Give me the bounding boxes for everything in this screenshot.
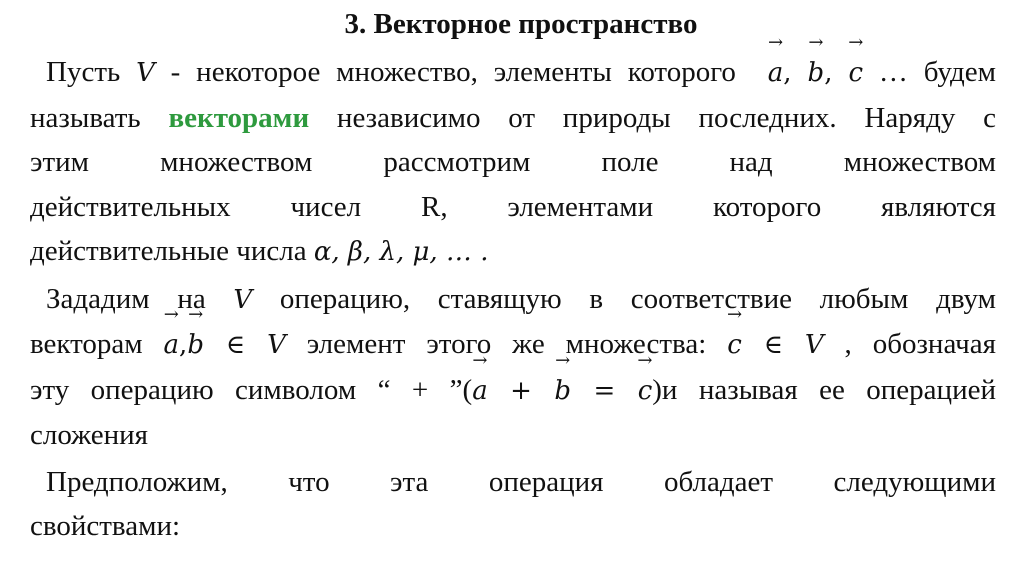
vector-a: → a <box>472 369 488 414</box>
text: называть <box>30 101 169 134</box>
p1-line-2 <box>30 96 996 141</box>
text: )и называя ее операцией <box>652 373 996 406</box>
math-in-V: ∈ V <box>741 330 824 360</box>
text: будем <box>923 56 997 88</box>
text: Зададим на <box>46 282 234 315</box>
p2-line-4: сложения <box>30 419 149 451</box>
vector-b: → b <box>554 369 571 414</box>
p1-line-1 <box>30 50 996 96</box>
math-in-V: ∈ V <box>203 330 286 360</box>
highlighted-term-vectors: векторами <box>168 101 310 134</box>
p1-line-3: этим множеством рассмотрим поле над множеством <box>30 146 996 178</box>
p1-line-5 <box>30 229 996 275</box>
paragraph-addition <box>30 277 996 458</box>
slide-title: 3. Векторное пространство <box>344 8 698 40</box>
p2-line-2 <box>30 322 996 368</box>
vector-a: → a <box>752 51 784 96</box>
vector-c: → c <box>638 369 653 414</box>
text: эту операцию символом “ + ”( <box>30 373 473 406</box>
text: векторам <box>30 328 164 360</box>
vector-c: → c <box>832 51 863 96</box>
p2-line-3 <box>30 368 996 414</box>
paragraph-vector-definition <box>30 50 996 275</box>
text: элемент этого же множества: <box>285 328 728 360</box>
math-V: V <box>136 58 155 88</box>
text: операцию, ставящую в соответствие любым двум <box>252 282 996 315</box>
vector-a: → a <box>164 323 180 368</box>
p3-line-2: свойствами: <box>30 510 181 542</box>
vector-b: → b <box>187 323 204 368</box>
comma: , <box>783 58 792 88</box>
p3-line-1: Предположим, что эта операция обладает следующими <box>46 465 996 498</box>
text: Пусть <box>46 56 121 88</box>
vector-b: → b <box>792 51 825 96</box>
p1-line-4: действительных чисел R, элементами которого являются <box>30 190 996 223</box>
equals-sign: = <box>571 375 638 406</box>
text: действительные числа <box>30 235 314 267</box>
vector-c: → c <box>727 323 742 368</box>
math-V: V <box>233 284 253 315</box>
plus-sign: + <box>487 375 555 406</box>
ellipsis: … <box>863 56 924 88</box>
comma: , <box>179 330 188 360</box>
paragraph-properties <box>30 460 996 549</box>
text: независимо от природы последних. Наряду с <box>309 101 996 134</box>
math-greek-list: α, β, λ, μ, … . <box>313 237 489 267</box>
text: , обозначая <box>823 328 996 360</box>
text: - некоторое множество, элементы которого <box>154 56 752 88</box>
comma: , <box>824 58 833 88</box>
